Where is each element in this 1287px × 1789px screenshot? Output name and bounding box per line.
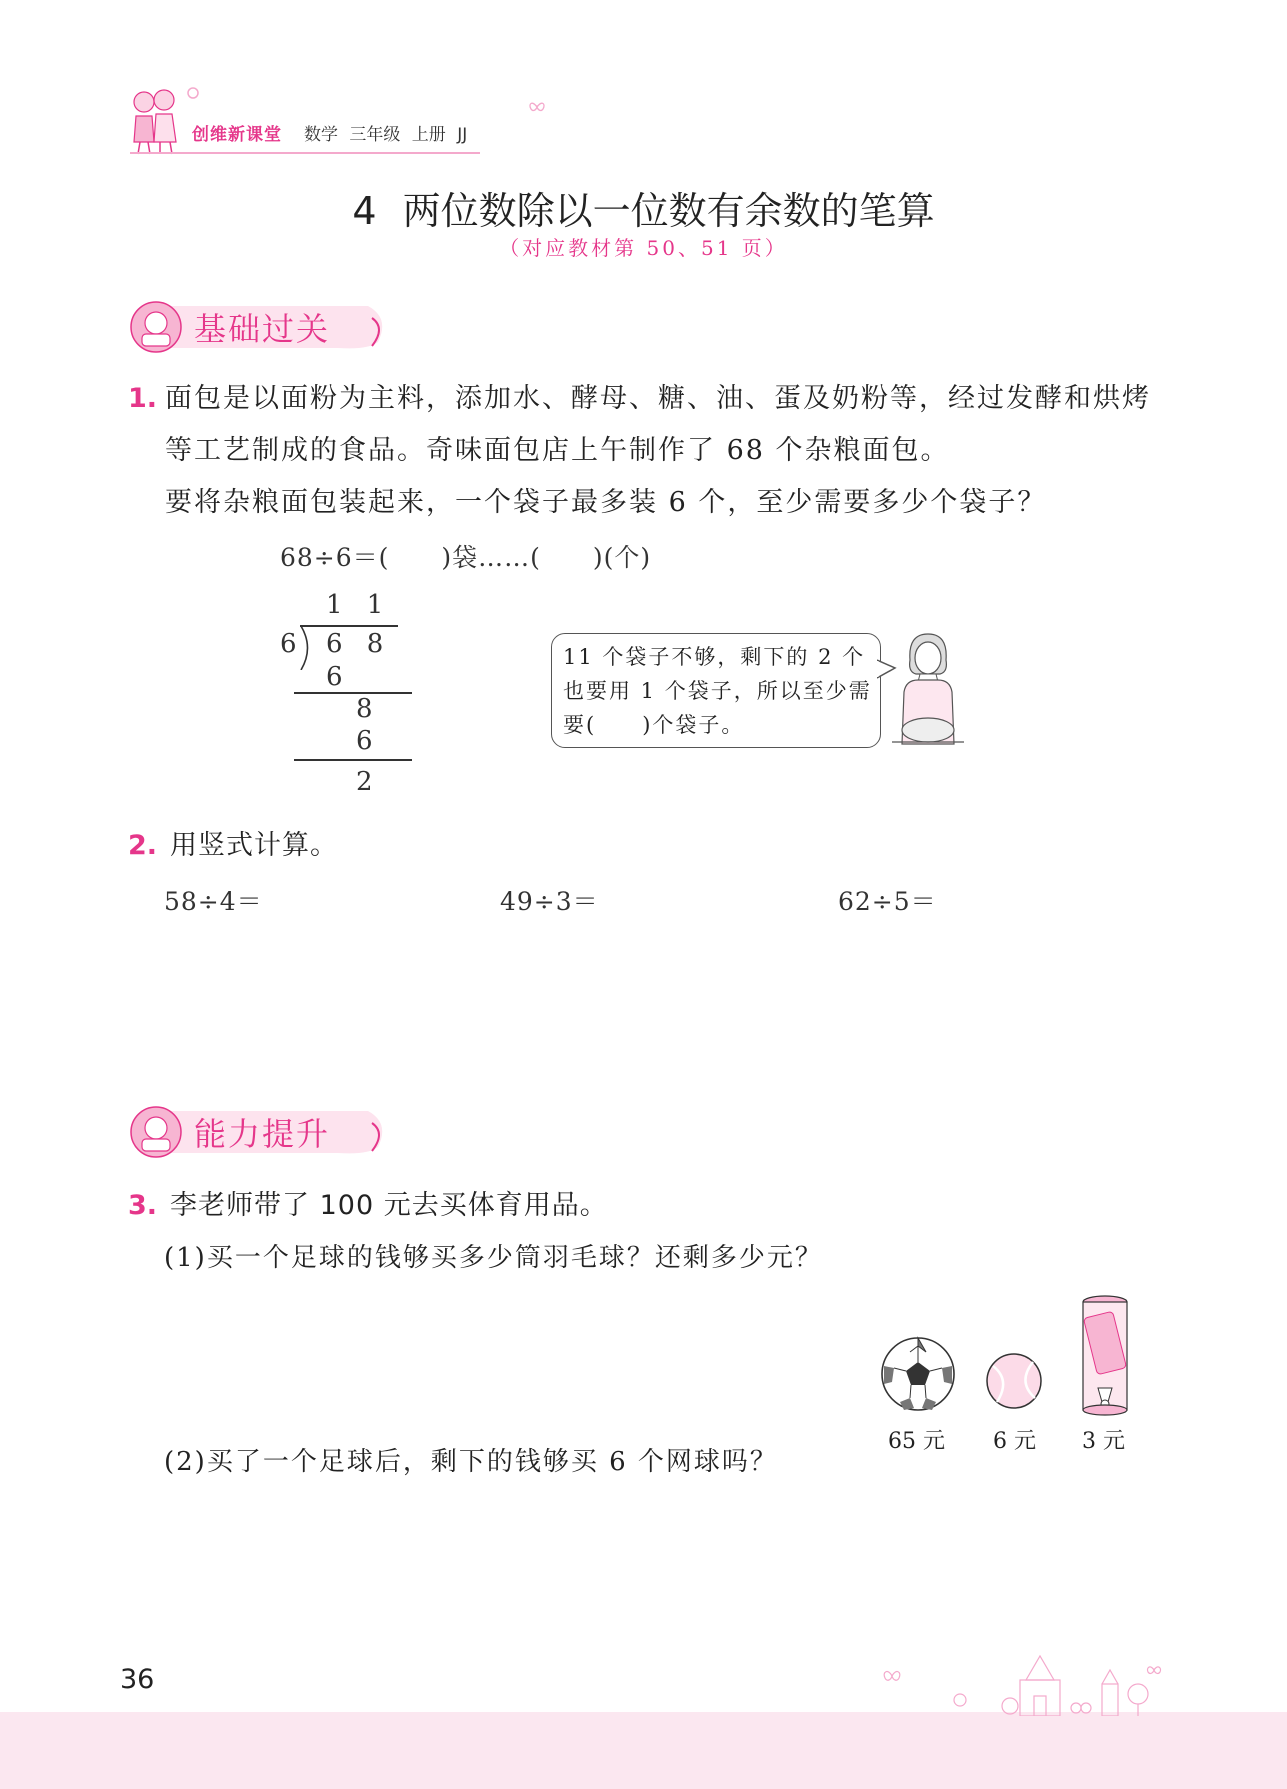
division-step-2: 8 [356, 694, 373, 724]
flower-deco-icon [186, 86, 200, 100]
division-line-2 [294, 759, 412, 761]
footer-band [0, 1712, 1287, 1789]
butterfly-deco-icon [528, 100, 546, 114]
division-bar [300, 625, 398, 627]
question-1-line-2: 等工艺制成的食品。奇味面包店上午制作了 68 个杂粮面包。 [165, 435, 950, 466]
question-1-line-3: 要将杂粮面包装起来，一个袋子最多装 6 个，至少需要多少个袋子？ [165, 487, 1047, 518]
price-tennis-ball: 6 元 [993, 1429, 1036, 1454]
question-3-text: 李老师带了 100 元去买体育用品。 [170, 1190, 608, 1221]
section-title-advanced: 能力提升 [194, 1115, 331, 1153]
price-soccer-ball: 65 元 [888, 1429, 945, 1454]
soccer-ball-icon [880, 1336, 956, 1412]
lesson-title: 两位数除以一位数有余数的笔算 [402, 189, 935, 233]
division-step-3: 6 [356, 726, 373, 756]
brand-name: 创维新课堂 [192, 125, 282, 145]
problem-1: 58÷4＝ [164, 887, 263, 916]
bubble-line-1: 11 个袋子不够，剩下的 2 个 [563, 645, 866, 669]
page-number: 36 [120, 1664, 155, 1695]
division-divisor: 6 [280, 629, 297, 659]
textbook-reference: （对应教材第 50、51 页） [499, 236, 788, 260]
division-bracket-icon [300, 626, 314, 670]
bubble-line-3: 要( )个袋子。 [563, 713, 745, 737]
kids-logo-icon [126, 86, 182, 156]
section-title-basic: 基础过关 [194, 310, 331, 348]
castle-deco-icon [880, 1650, 1170, 1716]
question-1-line-1: 面包是以面粉为主料，添加水、酵母、糖、油、蛋及奶粉等，经过发酵和烘烤 [165, 383, 1151, 414]
division-step-1: 6 [326, 662, 343, 692]
question-number-1: 1. [128, 383, 158, 414]
division-remainder: 2 [356, 767, 373, 797]
question-1-equation: 68÷6＝( )袋……( )(个) [280, 543, 652, 572]
question-3-part-1: (1)买一个足球的钱够买多少筒羽毛球？还剩多少元？ [164, 1243, 823, 1273]
question-number-3: 3. [128, 1190, 158, 1221]
teacher-illustration-icon [888, 630, 968, 750]
division-line-1 [294, 692, 412, 694]
book-info: 数学 三年级 上册 JJ [304, 125, 468, 145]
problem-3: 62÷5＝ [838, 887, 937, 916]
question-number-2: 2. [128, 830, 158, 861]
header-divider [130, 152, 480, 154]
problem-2: 49÷3＝ [500, 887, 599, 916]
question-3-part-2: (2)买了一个足球后，剩下的钱够买 6 个网球吗？ [164, 1447, 778, 1477]
speech-bubble-text [563, 640, 878, 742]
price-shuttlecock: 3 元 [1082, 1429, 1125, 1454]
tennis-ball-icon [985, 1352, 1043, 1410]
page-title [0, 180, 1287, 235]
bubble-line-2: 也要用 1 个袋子，所以至少需 [563, 679, 872, 703]
lesson-number: 4 [352, 189, 377, 233]
division-quotient: 1 1 [326, 590, 392, 620]
division-dividend: 6 8 [326, 629, 392, 659]
shuttlecock-tube-icon [1080, 1294, 1130, 1416]
question-2-text: 用竖式计算。 [170, 830, 338, 861]
